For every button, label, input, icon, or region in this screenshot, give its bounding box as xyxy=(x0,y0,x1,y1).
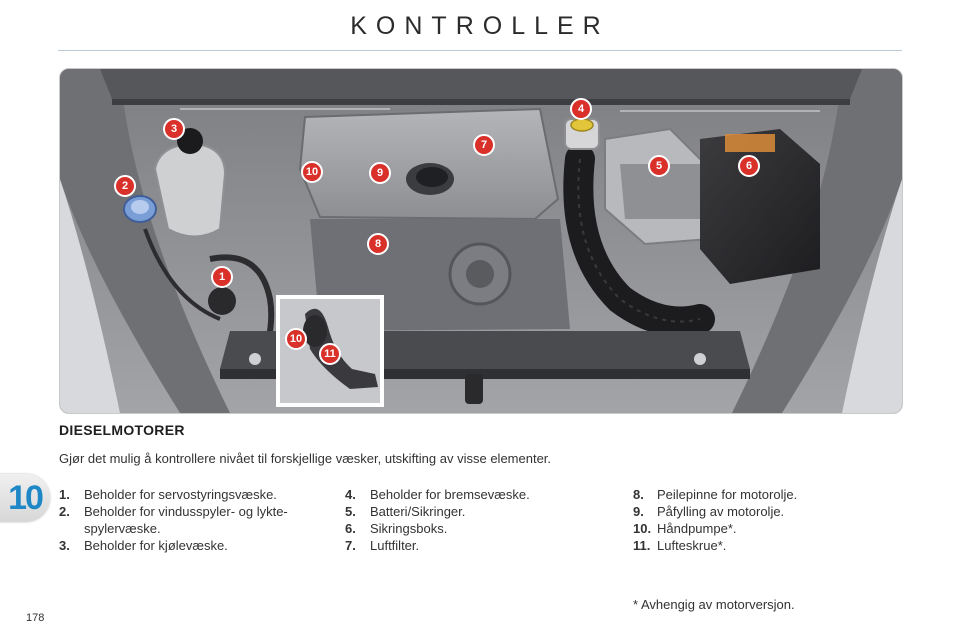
legend-item xyxy=(345,486,595,503)
callout-7 xyxy=(474,135,494,155)
chapter-number: 10 xyxy=(8,479,42,517)
inset-callout-11 xyxy=(320,344,340,364)
svg-text:1: 1 xyxy=(218,271,226,283)
svg-text:7: 7 xyxy=(480,139,488,151)
legend-number: 5. xyxy=(345,504,356,519)
legend-text: Påfylling av motorolje. xyxy=(657,504,785,519)
legend-text: Beholder for bremsevæske. xyxy=(370,487,530,502)
svg-text:6: 6 xyxy=(745,160,753,172)
legend-item xyxy=(345,503,595,520)
legend-text: Beholder for kjølevæske. xyxy=(84,538,228,553)
legend-number: 9. xyxy=(633,504,644,519)
legend-text: Sikringsboks. xyxy=(370,521,448,536)
inset-callout-10 xyxy=(286,329,306,349)
callout-5 xyxy=(649,156,669,176)
callout-3 xyxy=(164,119,184,139)
title-divider xyxy=(58,50,902,51)
section-heading: DIESELMOTORER xyxy=(59,422,185,438)
svg-text:3: 3 xyxy=(170,123,178,135)
legend-item xyxy=(633,503,893,520)
legend-number: 4. xyxy=(345,487,356,502)
callout-8 xyxy=(368,234,388,254)
legend-item xyxy=(59,486,327,503)
svg-text:4: 4 xyxy=(577,103,585,115)
callout-1 xyxy=(212,267,232,287)
page-number: 178 xyxy=(26,612,45,624)
legend-number: 10. xyxy=(633,521,652,536)
legend-item xyxy=(59,503,327,537)
legend-text: Peilepinne for motorolje. xyxy=(657,487,798,502)
legend-number: 11. xyxy=(633,538,651,553)
legend-number: 6. xyxy=(345,521,356,536)
legend-item xyxy=(633,486,893,503)
svg-text:9: 9 xyxy=(376,167,384,179)
legend-column-3 xyxy=(633,486,893,554)
callout-10 xyxy=(302,162,322,182)
engine-bay-illustration xyxy=(59,68,903,414)
legend-column-1 xyxy=(59,486,327,554)
legend-item xyxy=(59,537,327,554)
legend-number: 2. xyxy=(59,504,70,519)
svg-text:10: 10 xyxy=(289,333,303,345)
intro-paragraph: Gjør det mulig å kontrollere nivået til forskjellige væsker, utskifting av visse elementer. xyxy=(59,451,552,466)
legend-number: 8. xyxy=(633,487,644,502)
legend-text: Lufteskrue*. xyxy=(657,538,727,553)
svg-text:2: 2 xyxy=(121,180,129,192)
footnote: * Avhengig av motorversjon. xyxy=(633,597,795,612)
legend-item xyxy=(633,520,893,537)
legend-number: 3. xyxy=(59,538,70,553)
callout-2 xyxy=(115,176,135,196)
legend-number: 1. xyxy=(59,487,70,502)
legend-text: Beholder for vindusspyler- og lykte-spylervæske. xyxy=(84,504,288,536)
legend-text: Batteri/Sikringer. xyxy=(370,504,466,519)
legend-item xyxy=(633,537,893,554)
engine-bay-drawing xyxy=(60,69,902,413)
page-title: KONTROLLER xyxy=(350,12,610,40)
callout-4 xyxy=(571,99,591,119)
svg-text:8: 8 xyxy=(374,238,382,250)
legend-text: Beholder for servostyringsvæske. xyxy=(84,487,277,502)
svg-text:10: 10 xyxy=(305,166,319,178)
legend-column-2 xyxy=(345,486,595,554)
svg-text:5: 5 xyxy=(655,160,663,172)
legend-item xyxy=(345,520,595,537)
legend-text: Luftfilter. xyxy=(370,538,420,553)
callout-6 xyxy=(739,156,759,176)
legend-item xyxy=(345,537,595,554)
callout-9 xyxy=(370,163,390,183)
legend-number: 7. xyxy=(345,538,356,553)
legend-text: Håndpumpe*. xyxy=(657,521,737,536)
svg-text:11: 11 xyxy=(324,348,336,360)
